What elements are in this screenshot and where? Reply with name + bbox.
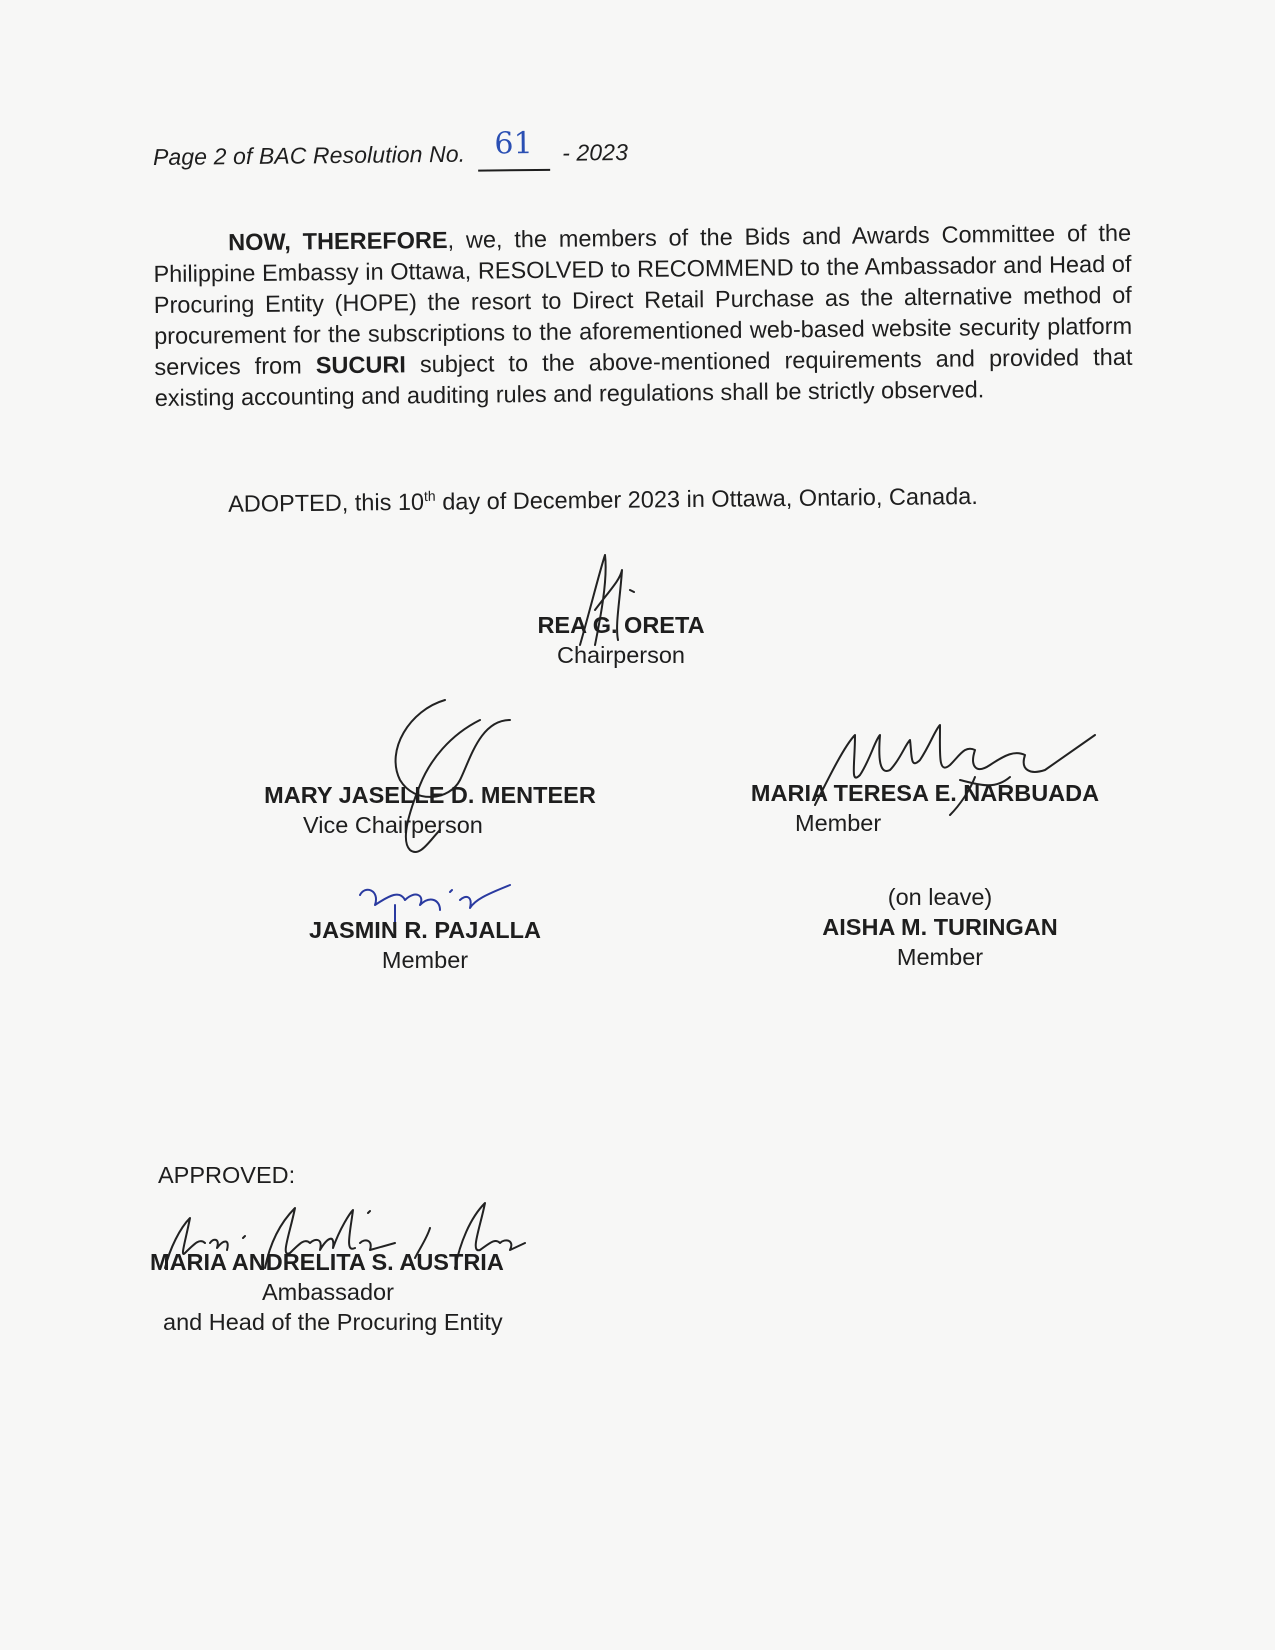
member3-role: Member [896,944,984,970]
member3-name: AISHA M. TURINGAN [822,914,1058,940]
member3-signature-block [790,882,1090,972]
ambassador-role-line1: Ambassador [262,1279,394,1305]
ambassador-role-line2: and Head of the Procuring Entity [163,1309,503,1335]
vice-chair-name: MARY JASELLE D. MENTEER [264,782,596,808]
header-suffix: - 2023 [562,139,629,166]
member2-signature-block [285,915,565,975]
resolution-paragraph [153,218,1133,414]
member2-name: JASMIN R. PAJALLA [309,917,541,943]
ambassador-name: MARIA ANDRELITA S. AUSTRIA [150,1249,504,1275]
member1-name: MARIA TERESA E. NARBUADA [750,780,1100,806]
chair-name: REA G. ORETA [537,612,705,638]
approved-label: APPROVED: [158,1162,296,1188]
vice-chair-signature-block [240,780,620,840]
member1-signature-block [735,778,1115,838]
paragraph-part1: , we, the members of the Bids and Awards Committee of the Philippine Embassy in Ottawa, RESOLVED to RECOMMEND to the Ambassador and Head of Procuring Entity (HOPE) the resort to Direct Retail Purchase as the alternative method of procurement for the subscriptions to the aforementioned web-based website security platform services from [153,219,1133,380]
header-prefix: Page 2 of BAC Resolution No. [152,140,466,170]
resolution-number [477,126,549,172]
chair-role: Chairperson [556,642,685,668]
paragraph-part2: subject to the above-mentioned requirements and provided that existing accounting and auditing rules and regulations shall be strictly observed. [154,343,1133,411]
adopted-after: day of December 2023 in Ottawa, Ontario, Canada. [435,482,978,515]
member2-role: Member [381,947,469,973]
member1-role: Member [795,810,882,836]
vice-chair-role: Vice Chairperson [303,812,483,838]
lead-bold-text: NOW, THEREFORE [228,226,448,256]
adopted-sup: th [423,487,436,504]
adopted-line [228,482,978,518]
chair-signature-block [496,610,746,670]
handwritten-number: 61 [494,126,533,162]
adopted-before: ADOPTED, this 10 [228,488,425,517]
vendor-name: SUCURI [315,351,406,379]
member3-note: (on leave) [887,884,993,910]
ambassador-signature-block [150,1247,550,1337]
page-header [152,126,629,175]
